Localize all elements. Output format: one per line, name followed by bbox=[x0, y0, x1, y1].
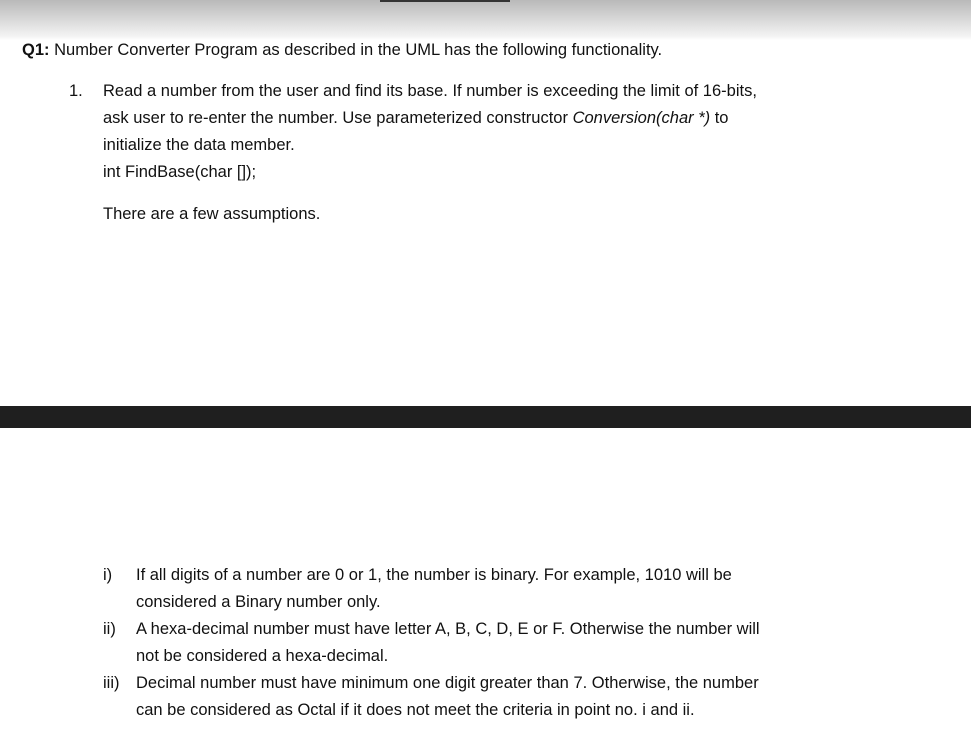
assumption-num: ii) bbox=[103, 620, 116, 638]
item-line-3: initialize the data member. bbox=[103, 136, 295, 154]
assumption-line: considered a Binary number only. bbox=[136, 593, 381, 611]
item-number: 1. bbox=[69, 82, 83, 100]
top-shadow bbox=[0, 0, 971, 40]
item-line-2 bbox=[103, 108, 728, 128]
function-signature: int FindBase(char []); bbox=[103, 163, 257, 181]
assumption-line: not be considered a hexa-decimal. bbox=[136, 647, 389, 665]
top-tab bbox=[380, 0, 510, 2]
question-label: Q1: bbox=[22, 41, 50, 59]
assumption-line: If all digits of a number are 0 or 1, the number is binary. For example, 1010 will be bbox=[136, 566, 732, 584]
item-line-1: Read a number from the user and find its base. If number is exceeding the limit of 16-bits, bbox=[103, 82, 757, 100]
item-line-2-text: ask user to re-enter the number. Use parameterized constructor bbox=[103, 109, 573, 127]
assumptions-intro: There are a few assumptions. bbox=[103, 205, 321, 223]
question-title: Number Converter Program as described in the UML has the following functionality. bbox=[49, 41, 663, 59]
assumption-line: Decimal number must have minimum one digit greater than 7. Otherwise, the number bbox=[136, 674, 759, 692]
question-heading bbox=[22, 40, 662, 60]
assumption-line: A hexa-decimal number must have letter A, B, C, D, E or F. Otherwise the number will bbox=[136, 620, 760, 638]
item-line-2-tail: to bbox=[710, 109, 729, 127]
constructor-signature: Conversion(char *) bbox=[572, 109, 711, 127]
assumption-num: iii) bbox=[103, 674, 120, 692]
assumption-num: i) bbox=[103, 566, 113, 584]
page-separator-bar bbox=[0, 406, 971, 428]
assumption-line: can be considered as Octal if it does not meet the criteria in point no. i and ii. bbox=[136, 701, 695, 719]
